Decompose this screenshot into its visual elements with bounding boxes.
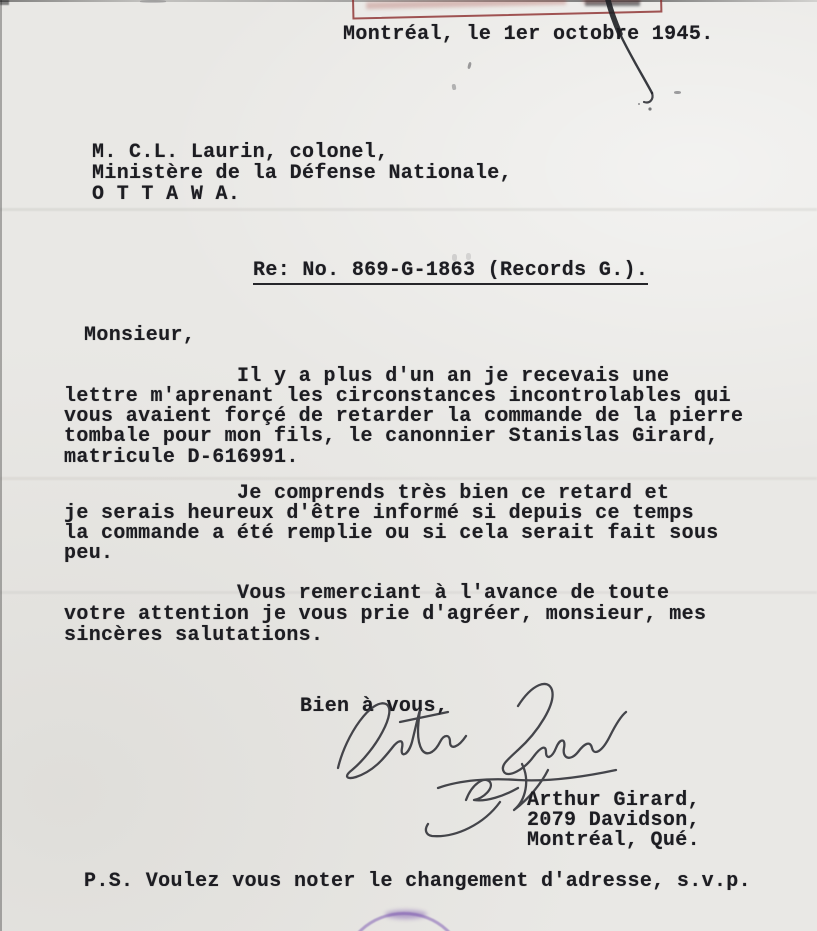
- date-line: Montréal, le 1er octobre 1945.: [343, 23, 714, 46]
- signoff-name-line: Arthur Girard,: [527, 789, 700, 812]
- ink-speck: [674, 91, 681, 94]
- body-line: Vous remerciant à l'avance de toute: [237, 582, 670, 605]
- recipient-line-1: M. C.L. Laurin, colonel,: [92, 141, 389, 164]
- ink-speck: [467, 62, 472, 70]
- pencil-mark: [466, 253, 471, 260]
- stamp-text-smudge: [366, 0, 566, 9]
- recipient-line-2: Ministère de la Défense Nationale,: [92, 162, 512, 185]
- body-line: vous avaient forçé de retarder la commande de la pierre: [64, 405, 744, 428]
- body-line: tombale pour mon fils, le canonnier Stanislas Girard,: [64, 425, 719, 448]
- scan-left-edge: [0, 0, 2, 931]
- closing-line: Bien à vous,: [300, 695, 449, 718]
- paper-crease: [0, 477, 817, 480]
- body-line: Je comprends très bien ce retard et: [237, 482, 670, 505]
- body-line: je serais heureux d'être informé si depuis ce temps: [64, 502, 694, 525]
- paper-crease: [0, 208, 817, 211]
- subject-line: Re: No. 869-G-1863 (Records G.).: [253, 260, 648, 285]
- pencil-mark: [452, 254, 457, 261]
- recipient-line-3: O T T A W A.: [92, 183, 241, 206]
- ink-pen-stroke: [580, 0, 680, 118]
- body-line: matricule D-616991.: [64, 446, 299, 469]
- body-line: Il y a plus d'un an je recevais une: [237, 365, 670, 388]
- ink-speck: [452, 84, 457, 91]
- salutation: Monsieur,: [84, 324, 196, 347]
- scan-edge-mark: [140, 0, 166, 3]
- body-line: la commande a été remplie ou si cela serait fait sous: [64, 522, 719, 545]
- postscript-line: P.S. Voulez vous noter le changement d'adresse, s.v.p.: [84, 870, 752, 893]
- purple-stamp-blotch: [385, 910, 427, 919]
- body-line: votre attention je vous prie d'agréer, monsieur, mes: [64, 603, 707, 626]
- body-line: sincères salutations.: [64, 624, 324, 647]
- signoff-city-line: Montréal, Qué.: [527, 829, 700, 852]
- scan-corner-mark: [0, 0, 9, 5]
- body-line: lettre m'aprenant les circonstances incontrolables qui: [64, 385, 732, 408]
- signoff-street-line: 2079 Davidson,: [527, 809, 700, 832]
- body-line: peu.: [64, 542, 114, 565]
